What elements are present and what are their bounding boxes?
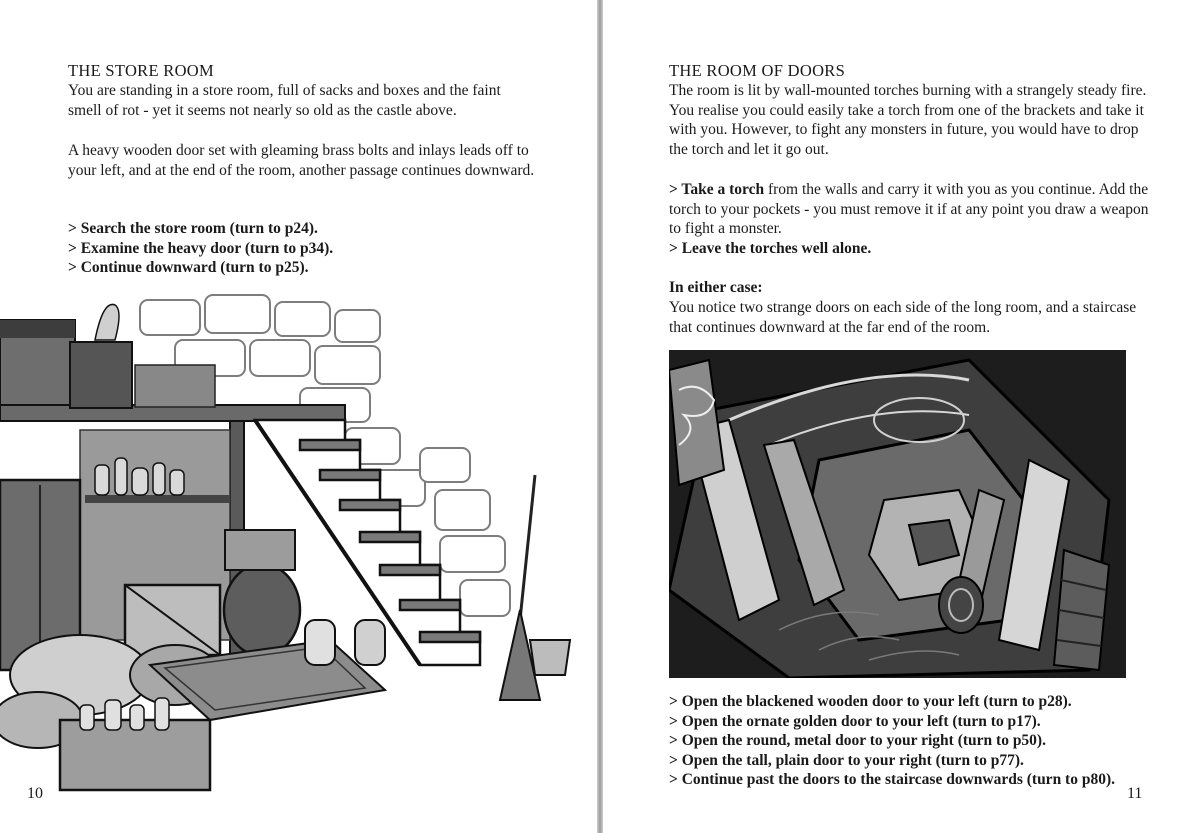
store-room-choices [68, 219, 333, 278]
leave-torches-choice[interactable] [669, 239, 871, 259]
right-page [603, 0, 1200, 833]
left-page [0, 0, 597, 833]
page-number-left: 10 [27, 785, 43, 802]
store-room-title: THE STORE ROOM [68, 61, 214, 80]
choice-tall-plain-door[interactable]: > Open the tall, plain door to your right (turn to p77). [669, 751, 1024, 769]
room-of-doors-intro: The room is lit by wall-mounted torches burning with a strangely steady fire. You realise you could easily take a torch from one of the brackets and take it with you. However, to fight any monsters in future, you would have to drop the torch and let it go out. [669, 82, 1147, 158]
room-of-doors-illustration [669, 350, 1126, 678]
choice-round-metal-door[interactable]: > Open the round, metal door to your right (turn to p50). [669, 732, 1046, 749]
torch-choice[interactable] [669, 180, 1149, 239]
choice-ornate-golden-door[interactable]: > Open the ornate golden door to your left (turn to p17). [669, 712, 1041, 730]
choice-continue-downward[interactable]: > Continue downward (turn to p25). [68, 259, 309, 276]
leave-torches-label: > Leave the torches well alone. [669, 240, 872, 257]
choice-search-store-room[interactable]: > Search the store room (turn to p24). [68, 220, 318, 237]
choice-examine-heavy-door[interactable]: > Examine the heavy door (turn to p34). [68, 239, 334, 257]
choice-blackened-wooden-door[interactable]: > Open the blackened wooden door to your left (turn to p28). [669, 693, 1072, 710]
either-case-label: In either case: [669, 279, 763, 296]
door-choices [669, 692, 1115, 790]
torch-choice-label: > Take a torch [669, 181, 765, 198]
store-room-description: A heavy wooden door set with gleaming brass bolts and inlays leads off to your left, and at the end of the room, another passage continues downward. [68, 142, 535, 179]
torch-choice-text: from the walls and carry it with you as you continue. Add the torch to your pockets - you must remove it if at any point you draw a weapon to fight a monster. [669, 181, 1149, 237]
page-number-right: 11 [1127, 785, 1143, 802]
choice-continue-staircase[interactable]: > Continue past the doors to the staircase downwards (turn to p80). [669, 771, 1116, 788]
store-room-illustration [0, 280, 597, 805]
room-of-doors-title: THE ROOM OF DOORS [669, 61, 846, 80]
store-room-intro: You are standing in a store room, full of sacks and boxes and the faint smell of rot - yet it seems not nearly so old as the castle above. [68, 82, 501, 119]
either-case-text: You notice two strange doors on each side of the long room, and a staircase that continues downward at the far end of the room. [669, 299, 1137, 336]
